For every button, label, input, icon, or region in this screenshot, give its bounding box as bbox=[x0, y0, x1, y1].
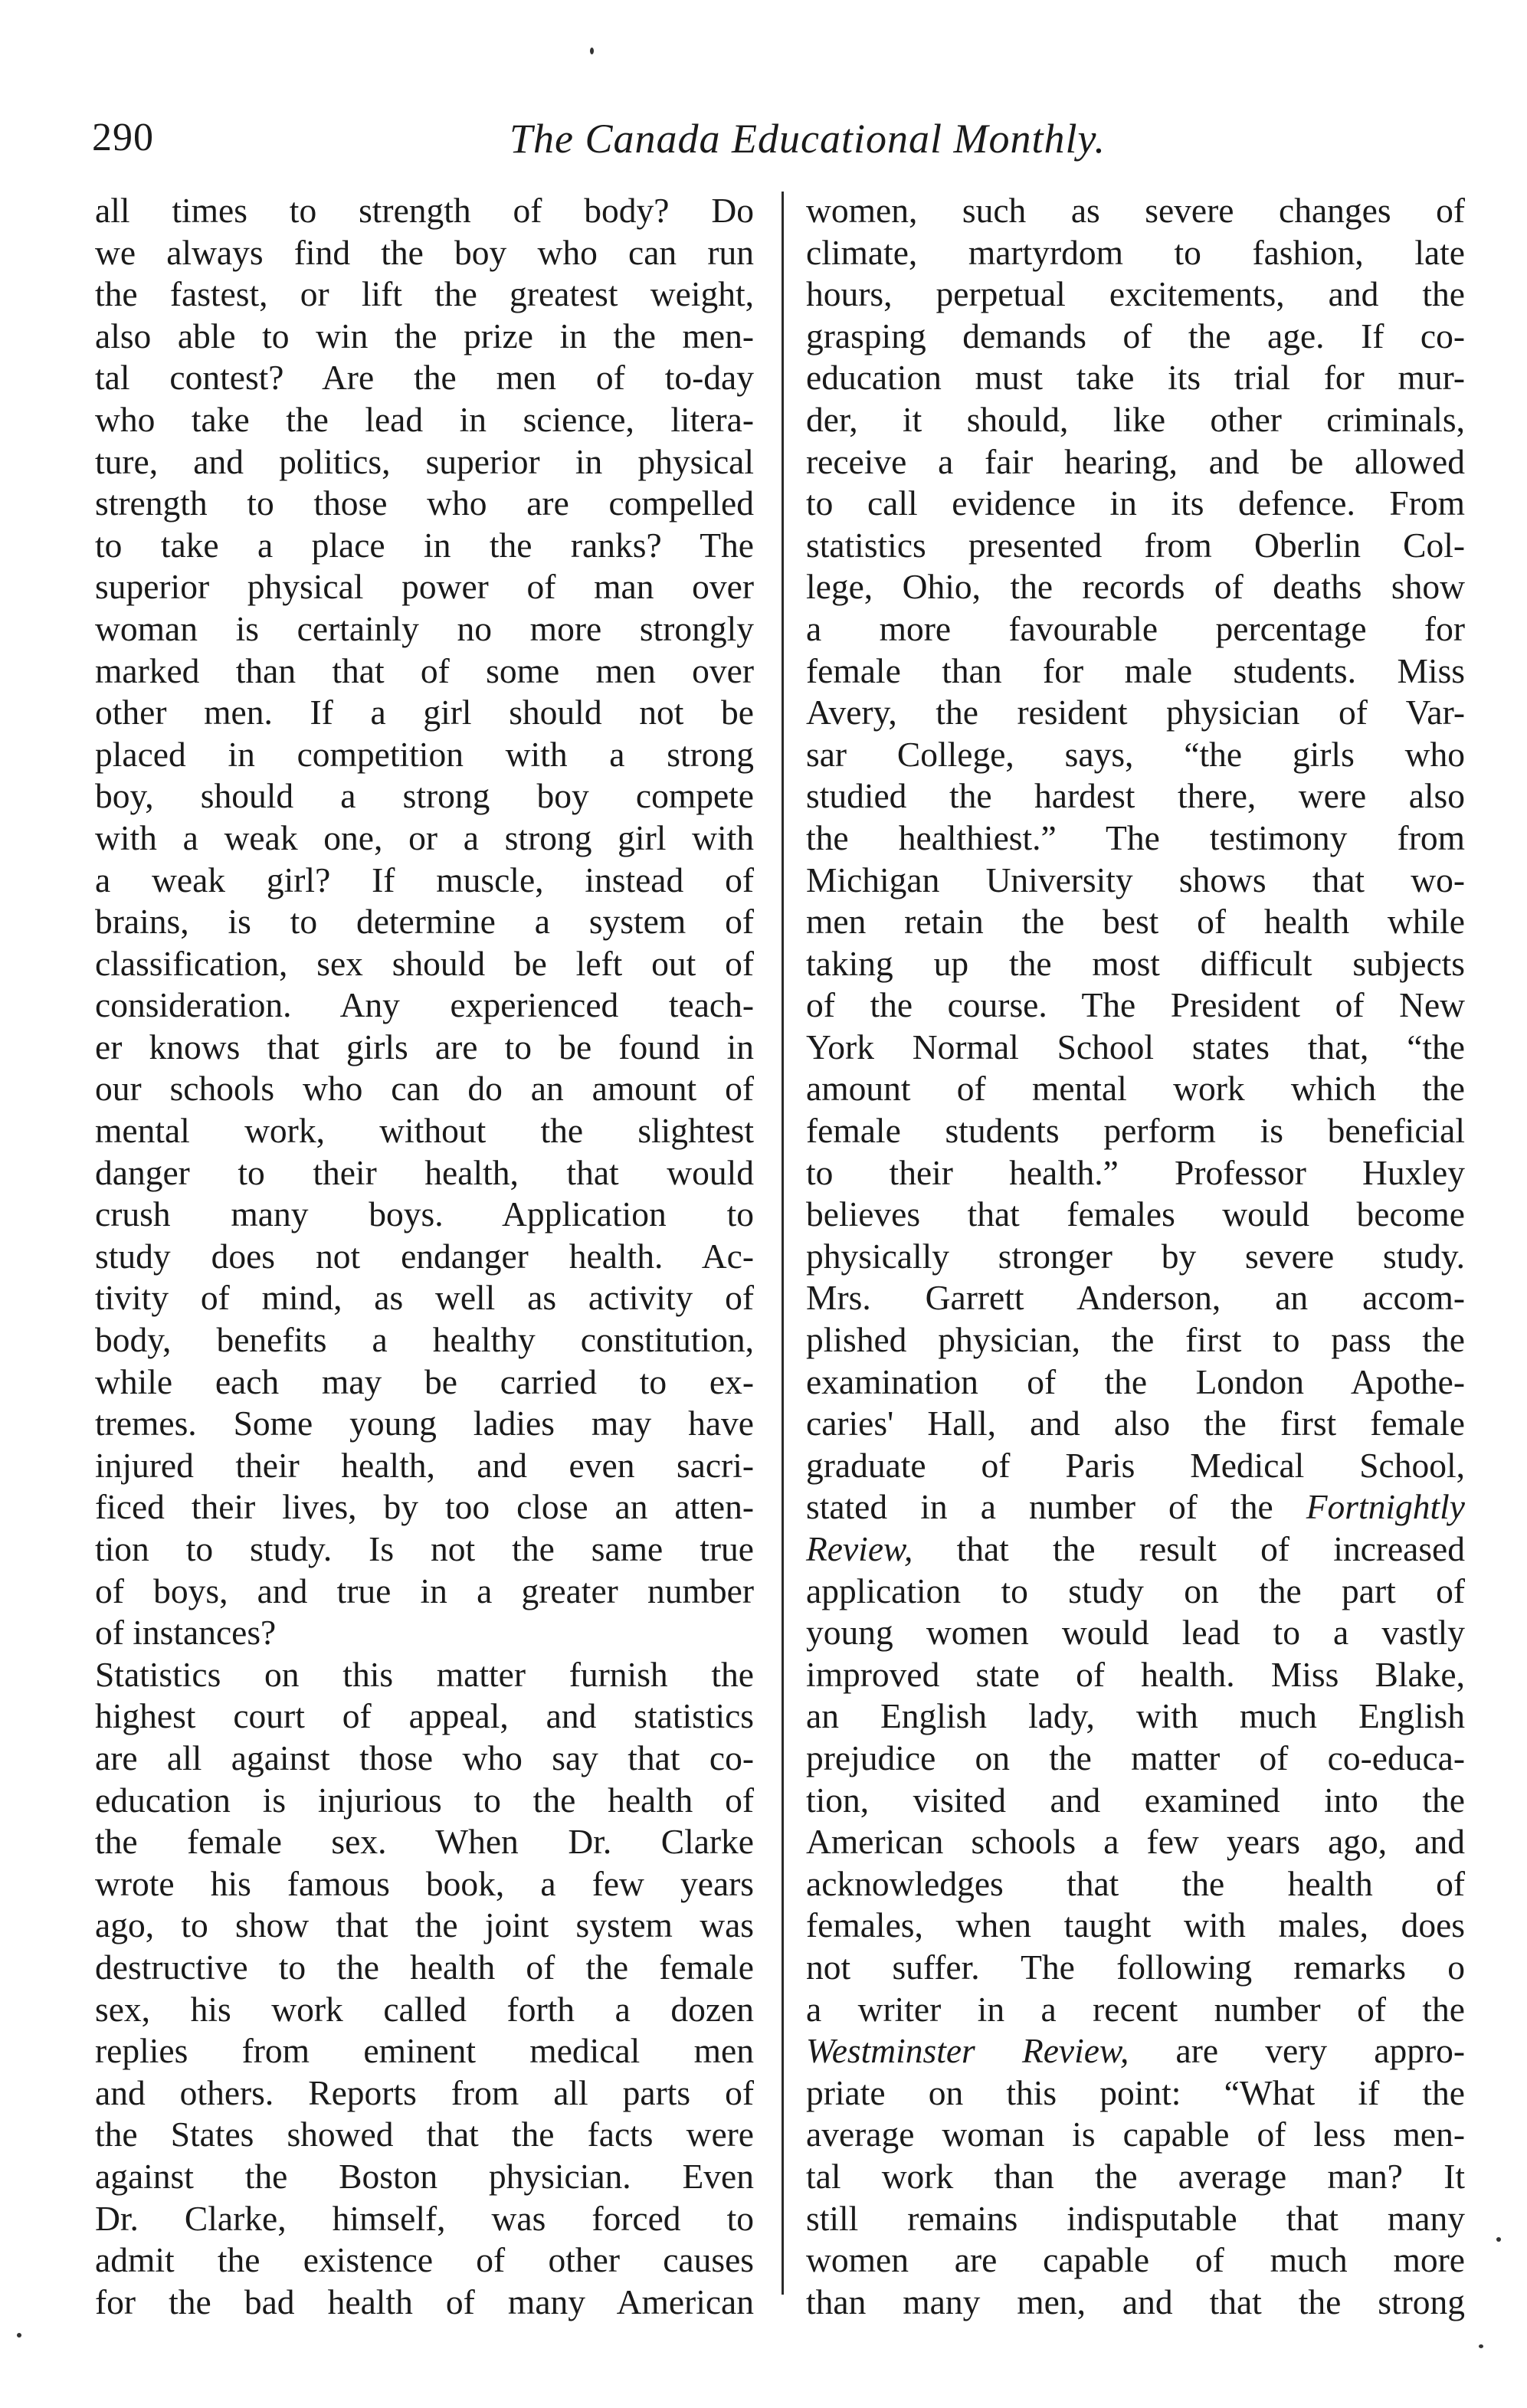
text-line: placed in competition with a strong bbox=[95, 734, 754, 774]
text-line: sar College, says, “the girls who bbox=[806, 734, 1465, 774]
text-line: destructive to the health of the female bbox=[95, 1947, 754, 1987]
text-line: education is injurious to the health of bbox=[95, 1780, 754, 1820]
text-line: ago, to show that the joint system was bbox=[95, 1905, 754, 1945]
text-line: examination of the London Apothe- bbox=[806, 1361, 1465, 1401]
text-line: consideration. Any experienced teach- bbox=[95, 985, 754, 1025]
text-line: ficed their lives, by too close an atten- bbox=[95, 1487, 754, 1527]
text-line: female students perform is beneficial bbox=[806, 1111, 1465, 1151]
text-line: graduate of Paris Medical School, bbox=[806, 1445, 1465, 1485]
text-line: other men. If a girl should not be bbox=[95, 693, 754, 732]
text-line: statistics presented from Oberlin Col- bbox=[806, 525, 1465, 565]
text-line: females, when taught with males, does bbox=[806, 1905, 1465, 1945]
text-line: studied the hardest there, were also bbox=[806, 776, 1465, 816]
text-line: tion to study. Is not the same true bbox=[95, 1529, 754, 1568]
text-line: the healthiest.” The testimony from bbox=[806, 817, 1465, 857]
text-line: who take the lead in science, litera- bbox=[95, 399, 754, 439]
text-line: prejudice on the matter of co-educa- bbox=[806, 1738, 1465, 1777]
text-line: while each may be carried to ex- bbox=[95, 1361, 754, 1401]
periodical-title: Review, bbox=[806, 1529, 913, 1568]
text-line: men retain the best of health while bbox=[806, 902, 1465, 942]
text-line: an English lady, with much English bbox=[806, 1696, 1465, 1736]
text-line: to take a place in the ranks? The bbox=[95, 525, 754, 565]
text-line: ture, and politics, superior in physical bbox=[95, 441, 754, 481]
text-line: the female sex. When Dr. Clarke bbox=[95, 1822, 754, 1862]
text-line: women are capable of much more bbox=[806, 2240, 1465, 2280]
text-line: study does not endanger health. Ac- bbox=[95, 1236, 754, 1276]
text-line: injured their health, and even sacri- bbox=[95, 1445, 754, 1485]
text-line: highest court of appeal, and statistics bbox=[95, 1696, 754, 1736]
text-line: believes that females would become bbox=[806, 1194, 1465, 1234]
text-line: der, it should, like other criminals, bbox=[806, 399, 1465, 439]
text-line: the States showed that the facts were bbox=[95, 2115, 754, 2154]
running-header bbox=[92, 115, 1440, 169]
text-line: Review, that the result of increased bbox=[806, 1529, 1465, 1568]
text-line: still remains indisputable that many bbox=[806, 2198, 1465, 2238]
text-line: a more favourable percentage for bbox=[806, 608, 1465, 648]
text-line: of the course. The President of New bbox=[806, 985, 1465, 1025]
text-line: for the bad health of many American bbox=[95, 2282, 754, 2321]
text-line: taking up the most difficult subjects bbox=[806, 943, 1465, 983]
text-line: woman is certainly no more strongly bbox=[95, 608, 754, 648]
text-line: a writer in a recent number of the bbox=[806, 1989, 1465, 2029]
text-line: physically stronger by severe study. bbox=[806, 1236, 1465, 1276]
scan-speck bbox=[17, 2333, 21, 2338]
text-line: caries' Hall, and also the first female bbox=[806, 1404, 1465, 1443]
text-line: improved state of health. Miss Blake, bbox=[806, 1654, 1465, 1694]
text-line: education must take its trial for mur- bbox=[806, 358, 1465, 398]
scan-speck bbox=[590, 48, 594, 54]
text-line: a weak girl? If muscle, instead of bbox=[95, 860, 754, 899]
text-line: our schools who can do an amount of bbox=[95, 1069, 754, 1109]
text-line: body, benefits a healthy constitution, bbox=[95, 1320, 754, 1360]
text-line: danger to their health, that would bbox=[95, 1152, 754, 1192]
text-line: with a weak one, or a strong girl with bbox=[95, 817, 754, 857]
text-line: to their health.” Professor Huxley bbox=[806, 1152, 1465, 1192]
text-line: Statistics on this matter furnish the bbox=[95, 1654, 754, 1694]
text-line: marked than that of some men over bbox=[95, 650, 754, 690]
running-title: The Canada Educational Monthly. bbox=[510, 116, 1106, 162]
text-line: Mrs. Garrett Anderson, an accom- bbox=[806, 1278, 1465, 1318]
text-line: young women would lead to a vastly bbox=[806, 1613, 1465, 1653]
text-line: er knows that girls are to be found in bbox=[95, 1027, 754, 1066]
text-line: tion, visited and examined into the bbox=[806, 1780, 1465, 1820]
text-line: sex, his work called forth a dozen bbox=[95, 1989, 754, 2029]
text-line: Michigan University shows that wo- bbox=[806, 860, 1465, 899]
text-line: and others. Reports from all parts of bbox=[95, 2072, 754, 2112]
text-line: grasping demands of the age. If co- bbox=[806, 316, 1465, 355]
text-line: also able to win the prize in the men- bbox=[95, 316, 754, 355]
text-line: replies from eminent medical men bbox=[95, 2031, 754, 2071]
text-line: the fastest, or lift the greatest weight, bbox=[95, 274, 754, 314]
text-line: classification, sex should be left out of bbox=[95, 943, 754, 983]
left-column bbox=[95, 190, 754, 2323]
column-divider bbox=[782, 192, 784, 2295]
text-line: brains, is to determine a system of bbox=[95, 902, 754, 942]
text-line: hours, perpetual excitements, and the bbox=[806, 274, 1465, 314]
text-line: priate on this point: “What if the bbox=[806, 2072, 1465, 2112]
text-line: American schools a few years ago, and bbox=[806, 1822, 1465, 1862]
text-line: admit the existence of other causes bbox=[95, 2240, 754, 2280]
text-line: climate, martyrdom to fashion, late bbox=[806, 232, 1465, 272]
text-line: amount of mental work which the bbox=[806, 1069, 1465, 1109]
page-number: 290 bbox=[92, 116, 154, 159]
right-column bbox=[806, 190, 1465, 2323]
text-line: to call evidence in its defence. From bbox=[806, 483, 1465, 523]
text-line: Westminster Review, are very appro- bbox=[806, 2031, 1466, 2071]
text-line: tal contest? Are the men of to-day bbox=[95, 358, 754, 398]
text-line: wrote his famous book, a few years bbox=[95, 1863, 754, 1903]
text-line: mental work, without the slightest bbox=[95, 1111, 754, 1151]
periodical-title: Fortnightly bbox=[1306, 1487, 1465, 1527]
text-line: superior physical power of man over bbox=[95, 567, 754, 607]
text-line: Dr. Clarke, himself, was forced to bbox=[95, 2198, 754, 2238]
text-line: York Normal School states that, “the bbox=[806, 1027, 1465, 1066]
text-line: receive a fair hearing, and be allowed bbox=[806, 441, 1465, 481]
scan-speck bbox=[1496, 2237, 1501, 2242]
text-line: boy, should a strong boy compete bbox=[95, 776, 754, 816]
text-line: lege, Ohio, the records of deaths show bbox=[806, 567, 1465, 607]
periodical-title: Westminster Review, bbox=[806, 2031, 1129, 2071]
text-line: tal work than the average man? It bbox=[806, 2156, 1465, 2196]
text-line: of instances? bbox=[95, 1613, 277, 1653]
text-line: against the Boston physician. Even bbox=[95, 2156, 754, 2196]
text-line: plished physician, the first to pass the bbox=[806, 1320, 1465, 1360]
text-line: are all against those who say that co- bbox=[95, 1738, 754, 1777]
text-line: all times to strength of body? Do bbox=[95, 191, 754, 230]
text-line: we always find the boy who can run bbox=[95, 232, 754, 272]
text-line: application to study on the part of bbox=[806, 1571, 1465, 1610]
text-line: acknowledges that the health of bbox=[806, 1863, 1465, 1903]
text-line: crush many boys. Application to bbox=[95, 1194, 754, 1234]
text-line: of boys, and true in a greater number bbox=[95, 1571, 754, 1610]
text-line: female than for male students. Miss bbox=[806, 650, 1465, 690]
text-line: not suffer. The following remarks o bbox=[806, 1947, 1465, 1987]
text-line: tremes. Some young ladies may have bbox=[95, 1404, 754, 1443]
text-line: tivity of mind, as well as activity of bbox=[95, 1278, 754, 1318]
text-line: women, such as severe changes of bbox=[806, 191, 1465, 230]
text-line: stated in a number of the Fortnightly bbox=[806, 1487, 1465, 1527]
text-line: than many men, and that the strong bbox=[806, 2282, 1465, 2321]
text-line: average woman is capable of less men- bbox=[806, 2115, 1465, 2154]
text-line: strength to those who are compelled bbox=[95, 483, 754, 523]
text-line: Avery, the resident physician of Var- bbox=[806, 693, 1465, 732]
scan-speck bbox=[1479, 2344, 1483, 2348]
